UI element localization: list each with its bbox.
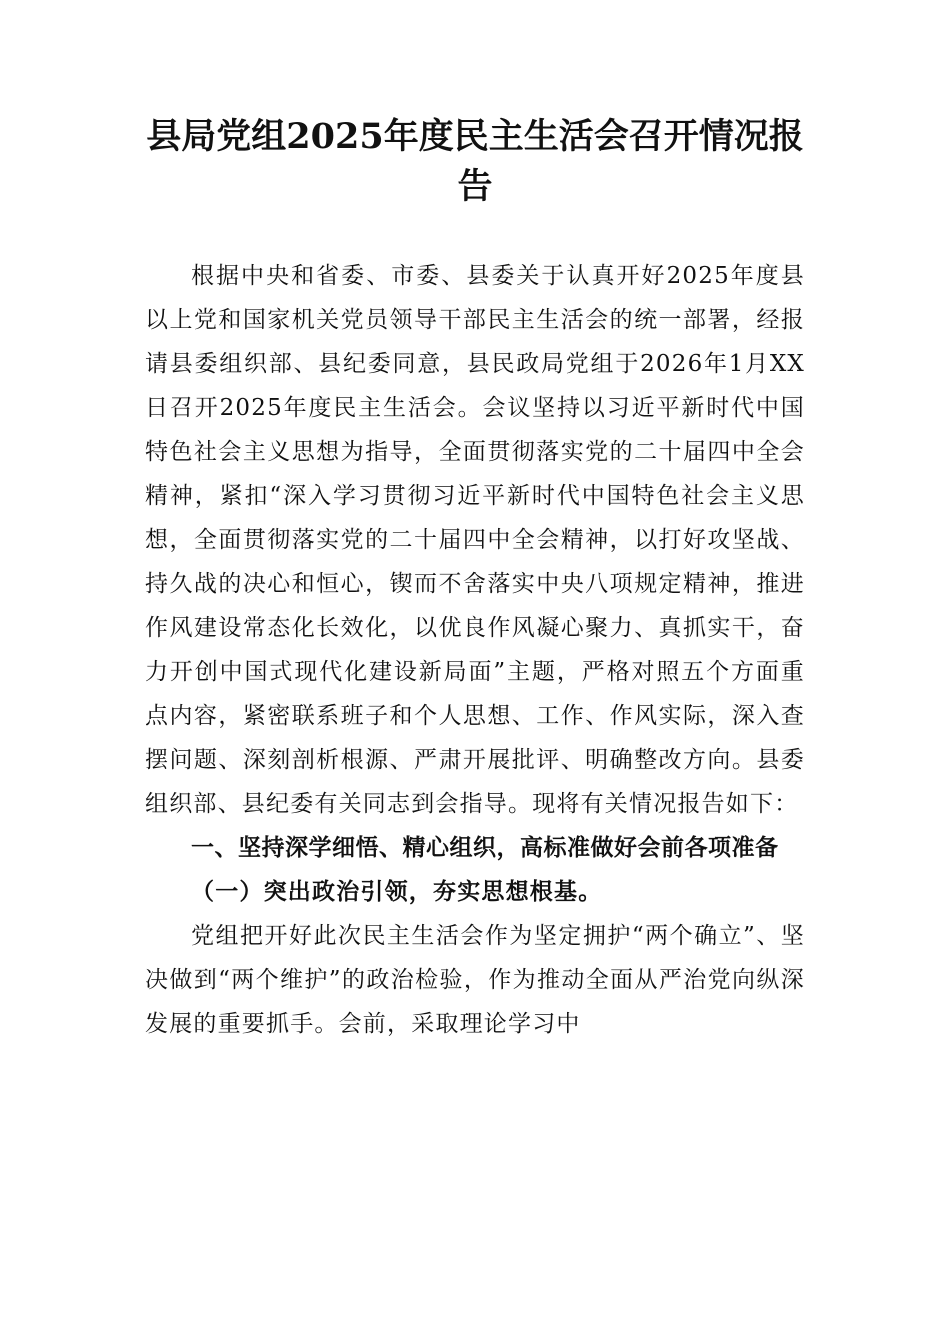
intro-paragraph: 根据中央和省委、市委、县委关于认真开好2025年度县以上党和国家机关党员领导干部民主生活会的统一部署，经报请县委组织部、县纪委同意，县民政局党组于2026年1月XX日召开2025年度民主生活会。会议坚持以习近平新时代中国特色社会主义思想为指导，全面贯彻落实党的二十届四中全会精神，紧扣“深入学习贯彻习近平新时代中国特色社会主义思想，全面贯彻落实党的二十届四中全会精神，以打好攻坚战、持久战的决心和恒心，锲而不舍落实中央八项规定精神，推进作风建设常态化长效化，以优良作风凝心聚力、真抓实干，奋力开创中国式现代化建设新局面”主题，严格对照五个方面重点内容，紧密联系班子和个人思想、工作、作风实际，深入查摆问题、深刻剖析根源、严肃开展批评、明确整改方向。县委组织部、县纪委有关同志到会指导。现将有关情况报告如下： [145, 263, 805, 817]
document-body [145, 254, 805, 1046]
subsection-heading-1: （一）突出政治引领，夯实思想根基。 [191, 878, 603, 905]
document-title: 县局党组2025年度民主生活会召开情况报告 [146, 116, 804, 207]
section-heading-1: 一、坚持深学细悟、精心组织，高标准做好会前各项准备 [191, 835, 779, 861]
subsection-paragraph-1: 党组把开好此次民主生活会作为坚定拥护“两个确立”、坚决做到“两个维护”的政治检验，作为推动全面从严治党向纵深发展的重要抓手。会前，采取理论学习中 [145, 923, 805, 1037]
